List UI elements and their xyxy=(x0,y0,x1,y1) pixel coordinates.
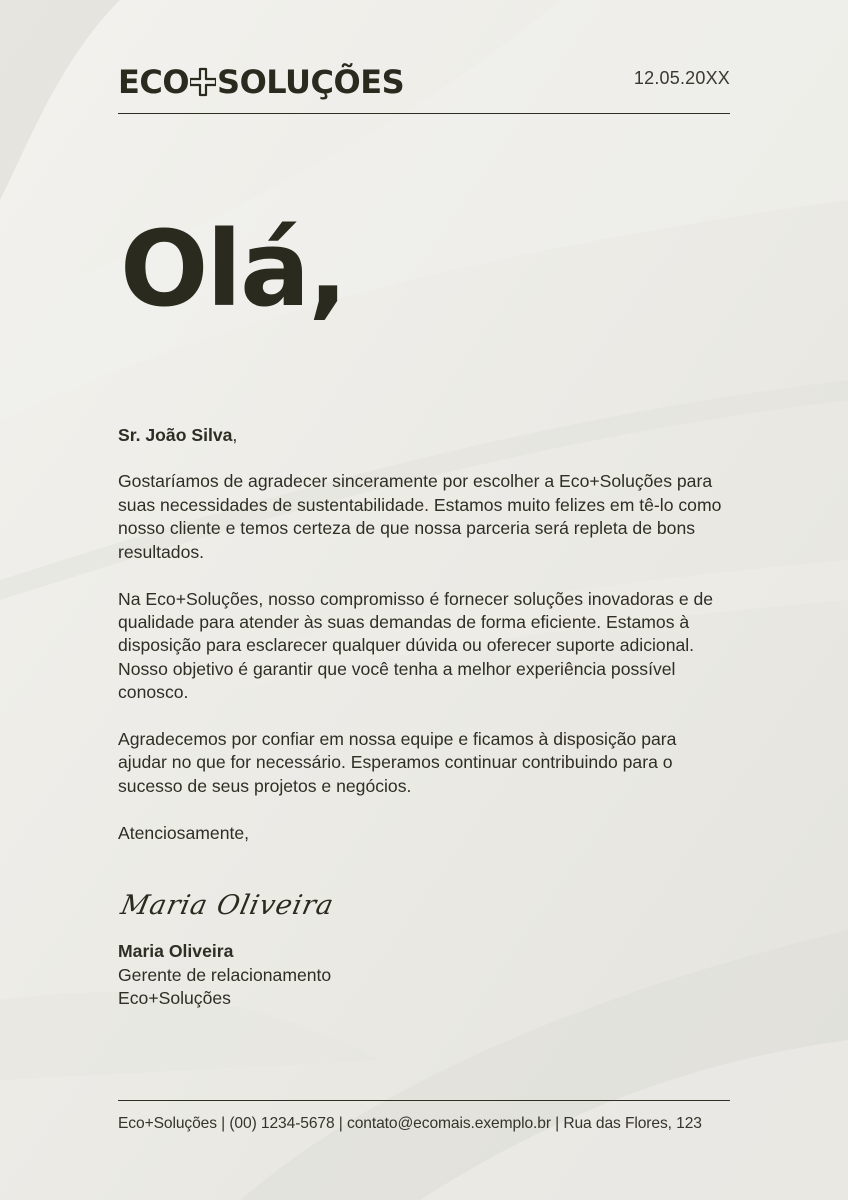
company-logo xyxy=(118,60,404,104)
paragraph-3: Agradecemos por confiar em nossa equipe e ficamos à disposição para ajudar no que for necessário. Esperamos continuar contribuindo para o sucesso de seus projetos e negócios. xyxy=(118,729,677,796)
closing-line: Atenciosamente, xyxy=(118,822,250,843)
recipient-name: Sr. João Silva xyxy=(118,425,233,445)
greeting-heading: Olá, xyxy=(120,208,346,330)
signature-block xyxy=(118,940,331,1011)
paragraph-2: Na Eco+Soluções, nosso compromisso é fornecer soluções inovadoras e de qualidade para atender às suas demandas de forma eficiente. Estamos à disposição para esclarecer qualquer dúvida ou oferecer suporte adicional. Nosso objetivo é garantir que você tenha a melhor experiência possível conosco. xyxy=(118,588,714,703)
letter-date: 12.05.20XX xyxy=(633,68,730,88)
logo-text-solucoes: SOLUÇÕES xyxy=(217,63,405,101)
letterhead xyxy=(118,58,730,114)
logo-text-eco: ECO xyxy=(118,63,190,101)
letter-page xyxy=(118,0,730,1200)
letter-body xyxy=(118,424,730,869)
plus-icon xyxy=(190,60,216,104)
handwritten-signature: Maria Oliveira xyxy=(118,890,337,921)
recipient-line xyxy=(118,424,730,447)
signer-name: Maria Oliveira xyxy=(118,941,234,961)
recipient-suffix: , xyxy=(232,425,238,445)
paragraph-1: Gostaríamos de agradecer sinceramente por escolher a Eco+Soluções para suas necessidades de sustentabilidade. Estamos muito felizes em tê-lo como nosso cliente e temos certeza de que nossa parceria será repleta de bons resultados. xyxy=(118,471,722,562)
footer-contact: Eco+Soluções | (00) 1234-5678 | contato@ecomais.exemplo.br | Rua das Flores, 123 xyxy=(118,1100,730,1133)
signer-role: Gerente de relacionamento xyxy=(118,964,332,985)
signer-company: Eco+Soluções xyxy=(118,988,231,1008)
